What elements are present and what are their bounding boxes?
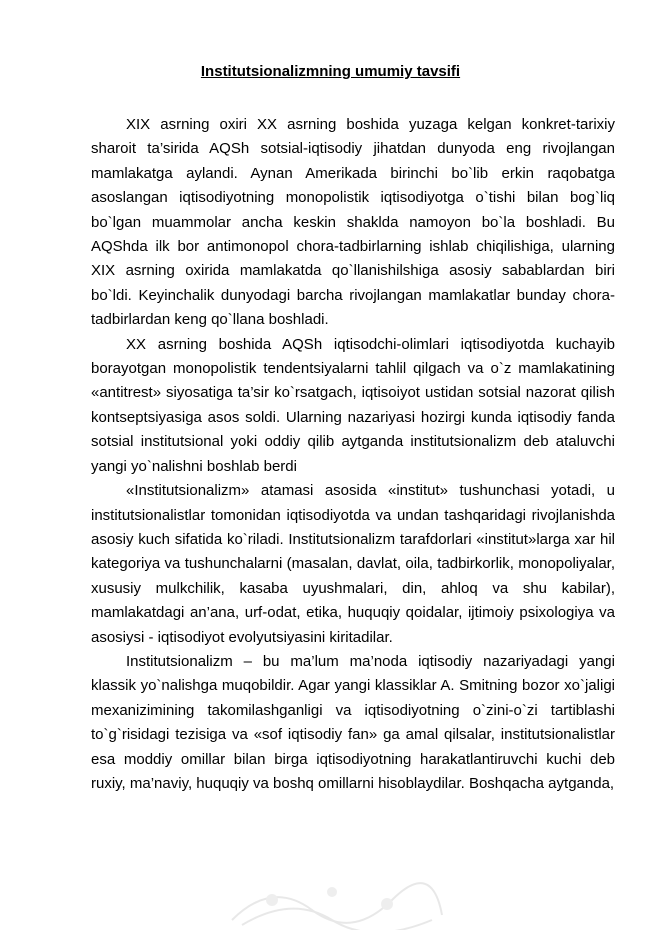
document-title: Institutsionalizmning umumiy tavsifi	[200, 63, 461, 80]
document-body	[91, 113, 615, 796]
watermark-logo-icon	[212, 870, 452, 930]
paragraph-3: «Institutsionalizm» atamasi asosida «institut» tushunchasi yotadi, u institutsionalistlar tomonidan iqtisodiyotda va undan tashqaridagi rivojlanishda asosiy kuch sifatida ko`riladi. Institutsionalizm tarafdorlari «institut»larga xar hil kategoriya va tushunchalarni (masalan, davlat, oila, tadbirkorlik, monopoliyalar, xususiy mulkchilik, kasaba uyushmalari, din, ahloq va shu kabilar), mamlakatdagi an’ana, urf-odat, etika, huquqiy qoidalar, ijtimoiy psixologiya va asosiysi - iqtisodiyot evolyutsiyasini kiritadilar.	[91, 482, 615, 646]
paragraph-4: Institutsionalizm – bu ma’lum ma’noda iqtisodiy nazariyadagi yangi klassik yo`nalishga muqobildir. Agar yangi klassiklar A. Smitning bozor xo`jaligi mexanizimining takomilashganligi va iqtisodiyotning o`zini-o`zi tartiblashi to`g`risidagi tezisiga va «sof iqtisodiy fan» ga amal qilsalar, institutsionalistlar esa moddiy omillar bilan birga iqtisodiyotning harakatlantiruvchi kuchi deb ruxiy, ma’naviy, huquqiy va boshq omillarni hisoblaydilar. Boshqacha aytganda,	[91, 652, 615, 792]
paragraph-2: XX asrning boshida AQSh iqtisodchi-olimlari iqtisodiyotda kuchayib borayotgan monopolistik tendentsiyalarni tahlil qilgach va o`z mamlakatining «antitrest» siyosatiga ta’sir ko`rsatgach, iqtisoiyot ustidan sotsial nazorat qilish kontseptsiyasiga asos soldi. Ularning nazariyasi hozirgi kunda iqtisodiy fanda sotsial institutsional yoki oddiy qilib aytganda institutsionalizm deb ataluvchi yangi yo`nalishni boshlab berdi	[91, 335, 615, 475]
paragraph-1: XIX asrning oxiri XX asrning boshida yuzaga kelgan konkret-tarixiy sharoit ta’sirida AQSh sotsial-iqtisodiy jihatdan dunyoda eng rivojlangan mamlakatga aylandi. Aynan Amerikada birinchi bo`lib erkin raqobatga asoslangan iqtisodiyotning monopolistik iqtisodiyotga o`tishi bilan bog`liq bo`lgan muammolar ancha keskin shaklda namoyon bo`la boshladi. Bu AQShda ilk bor antimonopol chora-tadbirlarning ishlab chiqilishiga, ularning XIX asrning oxirida mamlakatda qo`llanishilshiga asosiy sabablardan biri bo`ldi. Keyinchalik dunyodagi barcha rivojlangan mamlakatlar bunday chora-tadbirlardan keng qo`llana boshladi.	[91, 116, 615, 329]
